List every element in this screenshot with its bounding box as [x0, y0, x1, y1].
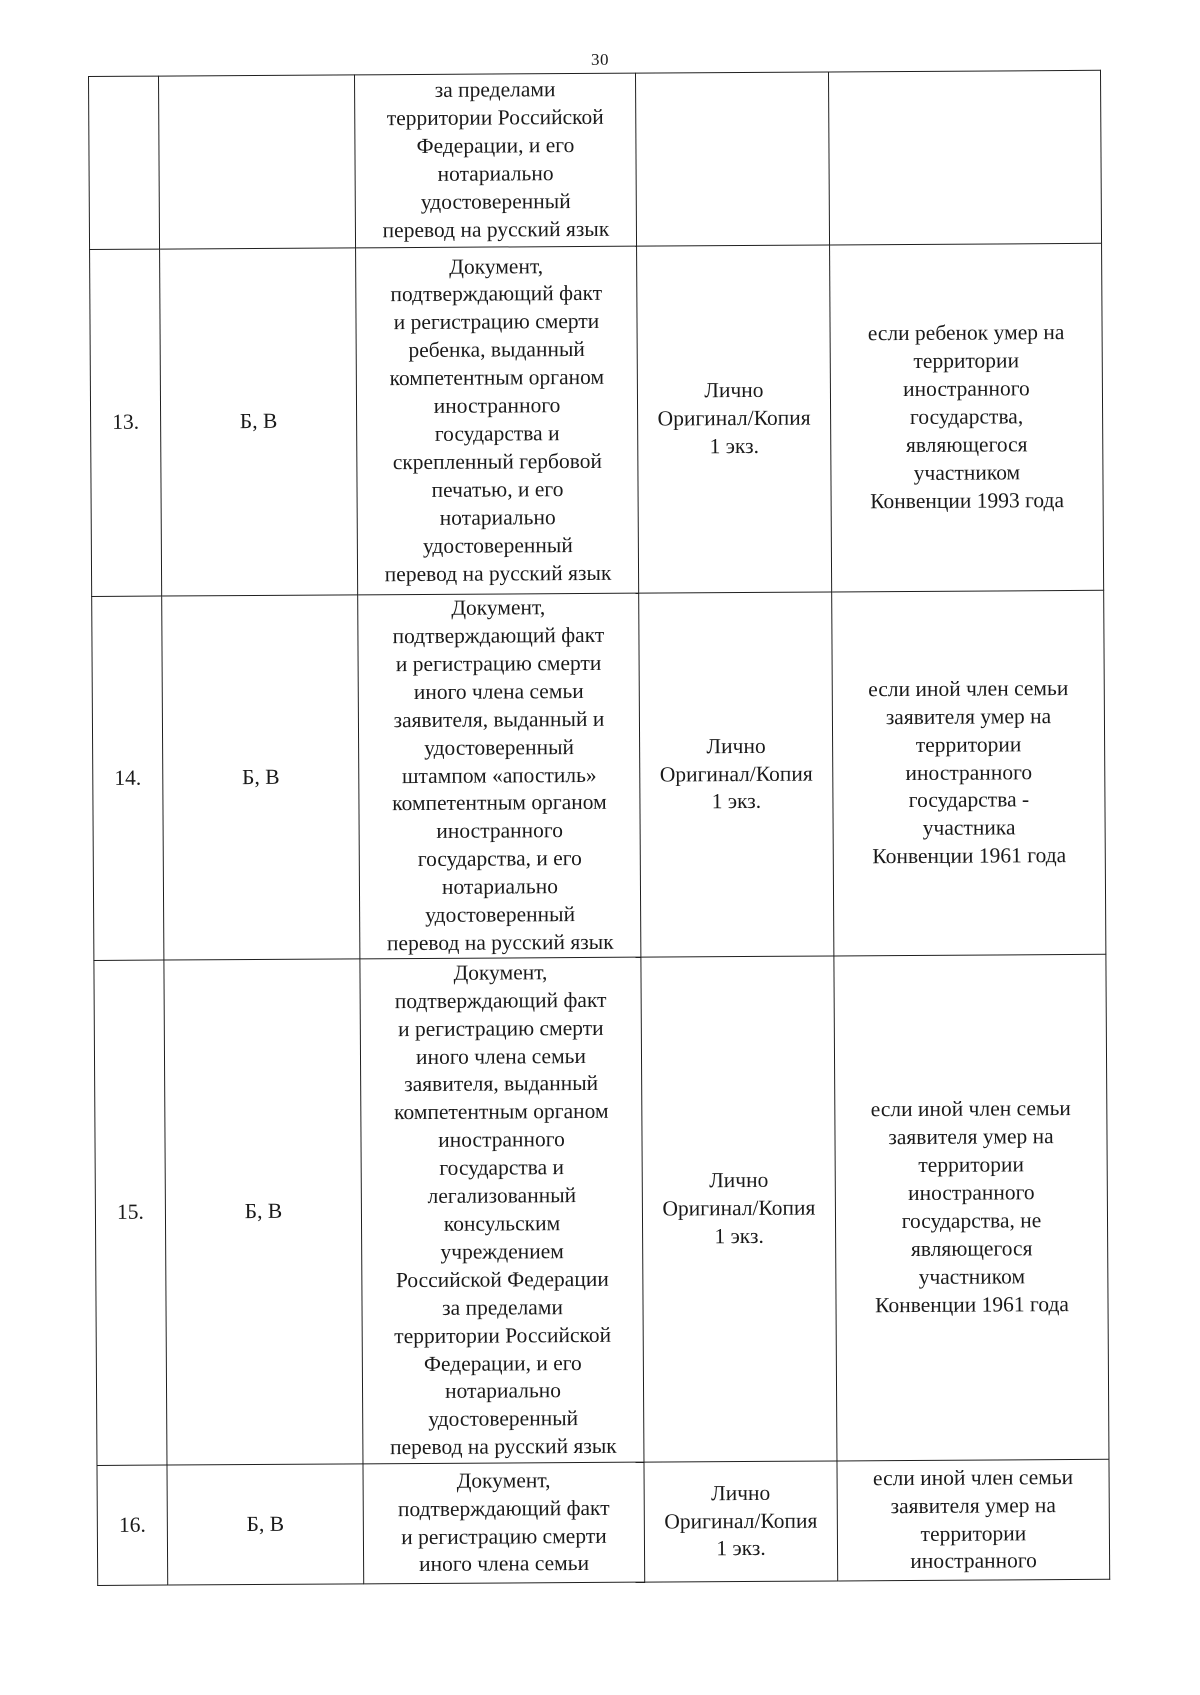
documents-table — [88, 70, 1110, 1586]
condition-cell: если иной член семьи заявителя умер на территории иностранного государства - участника Конвенции 1961 года — [832, 590, 1106, 956]
row-number-cell: 13. — [90, 249, 162, 596]
condition-cell — [828, 70, 1101, 245]
table-row — [92, 590, 1106, 960]
category-cell: Б, В — [167, 1464, 364, 1585]
document-cell: Документ, подтверждающий факт и регистрацию смерти иного члена семьи заявителя, выданный компетентным органом иностранного государства и легализованный консульским учреждением Российской Федерации за пределами территории Российской Федерации, и его нотариально удостоверенный перевод на русский язык — [360, 957, 644, 1464]
form-cell: Лично Оригинал/Копия 1 экз. — [644, 1461, 838, 1582]
row-number-cell: 16. — [97, 1465, 168, 1585]
category-cell: Б, В — [164, 959, 363, 1465]
form-cell: Лично Оригинал/Копия 1 экз. — [641, 956, 837, 1462]
table-row — [90, 243, 1104, 596]
document-cell: за пределами территории Российской Федерации, и его нотариально удостоверенный перевод на русский язык — [354, 73, 636, 248]
row-number-cell — [89, 76, 160, 249]
form-cell: Лично Оригинал/Копия 1 экз. — [639, 592, 834, 957]
row-number-cell: 15. — [94, 960, 167, 1465]
table-row — [89, 70, 1102, 249]
category-cell — [159, 75, 356, 249]
condition-cell: если иной член семьи заявителя умер на территории иностранного — [837, 1459, 1110, 1581]
document-cell: Документ, подтверждающий факт и регистрацию смерти ребенка, выданный компетентным органом иностранного государства и скрепленный гербовой печатью, и его нотариально удостоверенный перевод на русский язык — [356, 246, 639, 595]
form-cell — [635, 72, 829, 246]
table-row — [97, 1459, 1110, 1585]
page-number: 30 — [591, 50, 609, 69]
document-cell: Документ, подтверждающий факт и регистрацию смерти иного члена семьи заявителя, выданный и удостоверенный штампом «апостиль» компетентным органом иностранного государства, и его нотариально удостоверенный перевод на русский язык — [358, 593, 641, 959]
table-row — [94, 954, 1109, 1465]
category-cell: Б, В — [160, 248, 358, 596]
form-cell: Лично Оригинал/Копия 1 экз. — [637, 245, 832, 593]
document-cell: Документ, подтверждающий факт и регистрацию смерти иного члена семьи — [363, 1462, 645, 1584]
row-number-cell: 14. — [92, 596, 164, 960]
condition-cell: если ребенок умер на территории иностранного государства, являющегося участником Конвенции 1993 года — [830, 243, 1104, 592]
category-cell: Б, В — [162, 595, 360, 960]
condition-cell: если иной член семьи заявителя умер на территории иностранного государства, не являющегося участником Конвенции 1961 года — [834, 954, 1109, 1461]
